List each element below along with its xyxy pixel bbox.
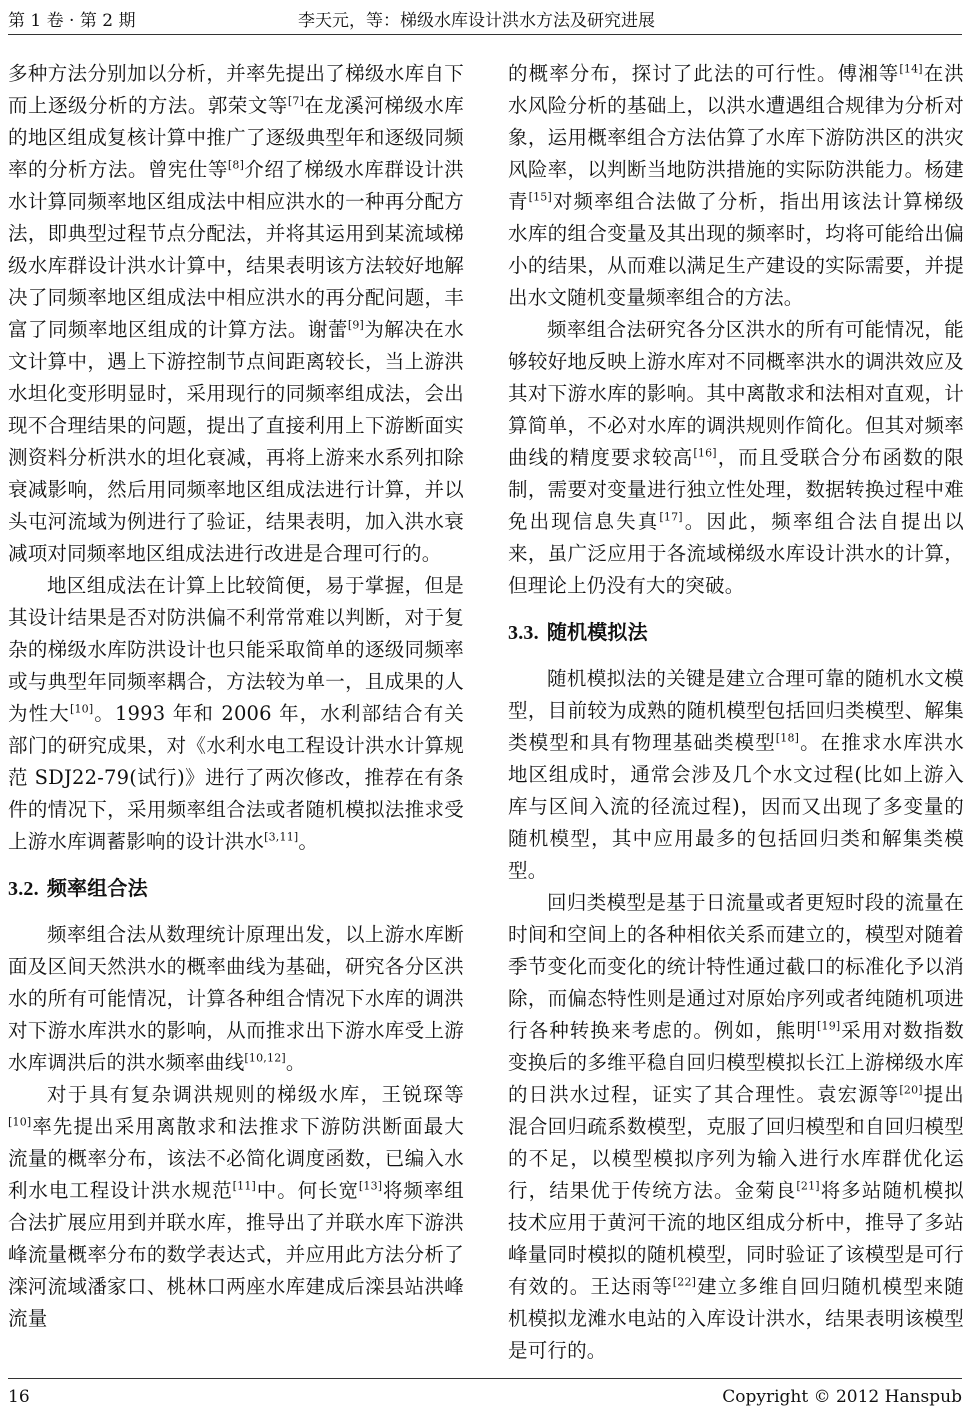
section-heading-3-2 — [8, 872, 464, 905]
citation-ref: [10] — [69, 702, 94, 716]
section-number: 3.3. — [508, 622, 539, 644]
citation-ref: [9] — [347, 318, 365, 332]
section-heading-3-3 — [508, 616, 964, 649]
right-column — [508, 58, 964, 1367]
section-title: 随机模拟法 — [546, 620, 648, 644]
citation-ref: [11] — [232, 1179, 257, 1193]
page-number: 16 — [8, 1387, 30, 1407]
section-number: 3.2. — [8, 878, 39, 900]
citation-ref: [14] — [899, 62, 923, 76]
citation-ref: [19] — [817, 1019, 841, 1033]
citation-ref: [3,11] — [264, 830, 299, 844]
citation-ref: [8] — [227, 158, 245, 172]
left-column — [8, 58, 464, 1335]
paragraph: 频率组合法研究各分区洪水的所有可能情况，能够较好地反映上游水库对不同概率洪水的调洪效应及其对下游水库的影响。其中离散求和法相对直观，计算简单，不必对水库的调洪规则作简化。但其对频率曲线的精度要求较高[16]，而且受联合分布函数的限制，需要对变量进行独立性处理，数据转换过程中难免出现信息失真[17]。因此，频率组合法自提出以来，虽广泛应用于各流域梯级水库设计洪水的计算，但理论上仍没有大的突破。 — [508, 318, 964, 597]
paragraph: 随机模拟法的关键是建立合理可靠的随机水文模型，目前较为成熟的随机模型包括回归类模型、解集类模型和具有物理基础类模型[18]。在推求水库洪水地区组成时，通常会涉及几个水文过程(比如上游入库与区间入流的径流过程)，因而又出现了多变量的随机模型，其中应用最多的包括回归类和解集类模型。 — [508, 667, 964, 882]
citation-ref: [15] — [528, 190, 552, 204]
citation-ref: [20] — [899, 1083, 923, 1097]
paragraph: 的概率分布，探讨了此法的可行性。傅湘等[14]在洪水风险分析的基础上，以洪水遭遇组合规律为分析对象，运用概率组合方法估算了水库下游防洪区的洪灾风险率，以判断当地防洪措施的实际防洪能力。杨建青[15]对频率组合法做了分析，指出用该法计算梯级水库的组合变量及其出现的频率时，均将可能给出偏小的结果，从而难以满足生产建设的实际需要，并提出水文随机变量频率组合的方法。 — [508, 62, 964, 309]
citation-ref: [10] — [8, 1115, 32, 1129]
citation-ref: [22] — [672, 1275, 697, 1289]
paragraph: 频率组合法从数理统计原理出发，以上游水库断面及区间天然洪水的概率曲线为基础，研究各分区洪水的所有可能情况，计算各种组合情况下水库的调洪对下游水库洪水的影响，从而推求出下游水库受上游水库调洪后的洪水频率曲线[10,12]。 — [8, 923, 464, 1074]
paragraph: 多种方法分别加以分析，并率先提出了梯级水库自下而上逐级分析的方法。郭荣文等[7]在龙溪河梯级水库的地区组成复核计算中推广了逐级典型年和逐级同频率的分析方法。曾宪仕等[8]介绍了梯级水库群设计洪水计算同频率地区组成法中相应洪水的一种再分配方法，即典型过程节点分配法，并将其运用到某流域梯级水库群设计洪水计算中，结果表明该方法较好地解决了同频率地区组成法中相应洪水的再分配问题，丰富了同频率地区组成的计算方法。谢蕾[9]为解决在水文计算中，遇上下游控制节点间距离较长，当上游洪水坦化变形明显时，采用现行的同频率组成法，会出现不合理结果的问题，提出了直接利用上下游断面实测资料分析洪水的坦化衰减，再将上游来水系列扣除衰减影响，然后用同频率地区组成法进行计算，并以头屯河流域为例进行了验证，结果表明，加入洪水衰减项对同频率地区组成法进行改进是合理可行的。 — [8, 62, 464, 565]
paragraph: 回归类模型是基于日流量或者更短时段的流量在时间和空间上的各种相依关系而建立的，模型对随着季节变化而变化的统计特性通过截口的标准化予以消除，而偏态特性则是通过对原始序列或者纯随机项进行各种转换来考虑的。例如，熊明[19]采用对数指数变换后的多维平稳自回归模型模拟长江上游梯级水库的日洪水过程，证实了其合理性。袁宏源等[20]提出混合回归疏系数模型，克服了回归模型和自回归模型的不足，以模型模拟序列为输入进行水库群优化运行，结果优于传统方法。金菊良[21]将多站随机模拟技术应用于黄河干流的地区组成分析中，推导了多站峰量同时模拟的随机模型，同时验证了该模型是可行有效的。王达雨等[22]建立多维自回归随机模型来随机模拟龙滩水电站的入库设计洪水，结果表明该模型是可行的。 — [508, 891, 964, 1362]
citation-ref: [18] — [775, 731, 800, 745]
citation-ref: [21] — [796, 1179, 820, 1193]
section-title: 频率组合法 — [46, 876, 148, 900]
running-header — [8, 0, 962, 35]
citation-ref: [17] — [659, 510, 683, 524]
citation-ref: [10,12] — [244, 1051, 286, 1065]
paragraph: 地区组成法在计算上比较简便，易于掌握，但是其设计结果是否对防洪偏不利常常难以判断，对于复杂的梯级水库防洪设计也只能采取简单的逐级同频率或与典型年同频率耦合，方法较为单一，且成果的人为性大[10]。1993 年和 2006 年，水利部结合有关部门的研究成果，对《水利水电工程设计洪水计算规范 SDJ22-79(试行)》进行了两次修改，推荐在有条件的情况下，采用频率组合法或者随机模拟法推求受上游水库调蓄影响的设计洪水[3,11]。 — [8, 574, 464, 853]
citation-ref: [13] — [358, 1179, 383, 1193]
paragraph: 对于具有复杂调洪规则的梯级水库，王锐琛等[10]率先提出采用离散求和法推求下游防洪断面最大流量的概率分布，该法不必简化调度函数，已编入水利水电工程设计洪水规范[11]中。何长宽[13]将频率组合法扩展应用到并联水库，推导出了并联水库下游洪峰流量概率分布的数学表达式，并应用此方法分析了滦河流域潘家口、桃林口两座水库建成后滦县站洪峰流量 — [8, 1083, 464, 1330]
page-footer — [8, 1378, 962, 1409]
citation-ref: [7] — [287, 94, 305, 108]
citation-ref: [16] — [693, 446, 717, 460]
copyright-notice: Copyright © 2012 Hanspub — [722, 1387, 962, 1407]
running-title: 李天元，等：梯级水库设计洪水方法及研究进展 — [298, 11, 655, 31]
journal-issue: 第 1 卷 · 第 2 期 — [8, 11, 136, 31]
